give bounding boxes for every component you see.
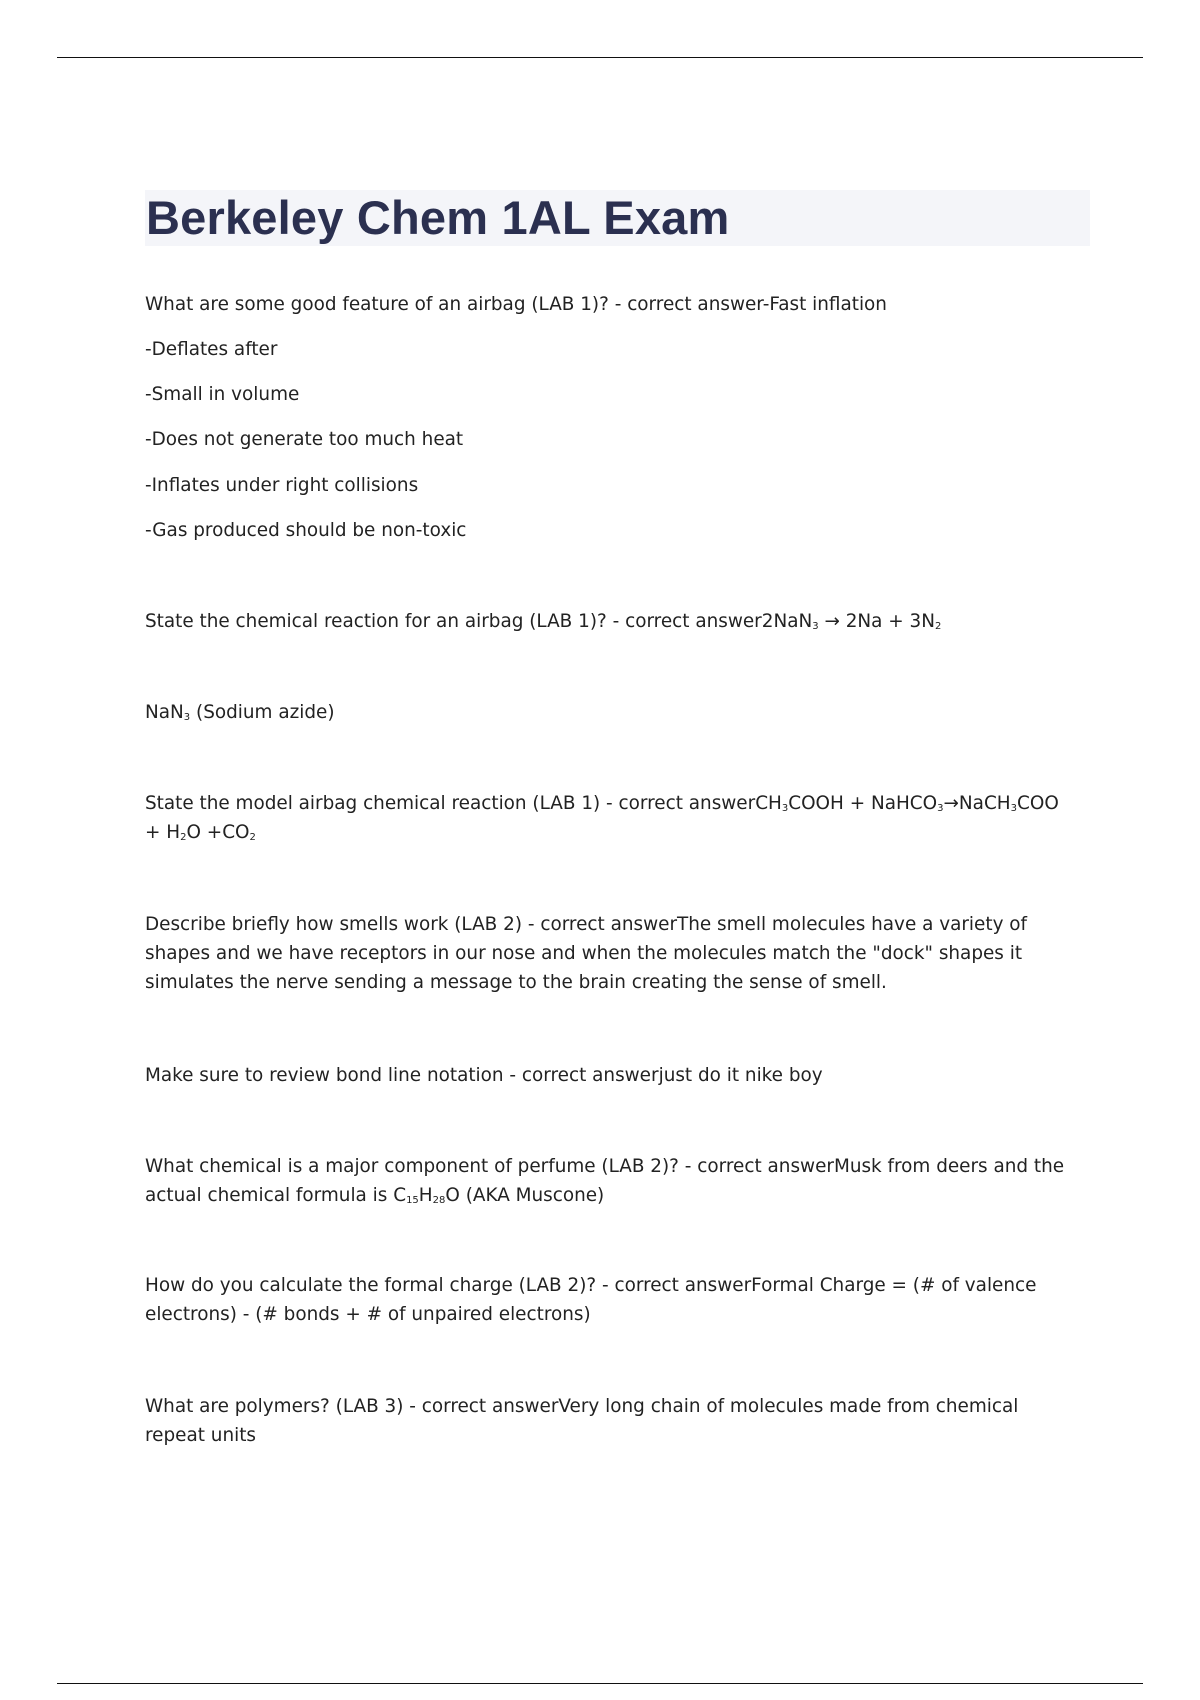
answer-formula: Musk from deers and the actual chemical formula is $C_{15}H_{28}O$ (AKA Muscone) xyxy=(145,1156,1065,1206)
qa-item-polymers xyxy=(145,1392,1070,1450)
answer-text: Very long chain of molecules made from chemical repeat units xyxy=(145,1396,1019,1446)
question-text: What chemical is a major component of perfume (LAB 2)? - correct answer xyxy=(145,1156,834,1177)
answer-formula: $CH_3COOH$ + NaHCO$_3$→NaCH$_3$COO + $H_2O +CO_2$ xyxy=(145,793,1059,843)
qa-item-formal-charge xyxy=(145,1271,1070,1329)
bottom-rule xyxy=(57,1683,1143,1684)
answer-text: Formal Charge = (# of valence electrons) - (# bonds + # of unpaired electrons) xyxy=(145,1275,1037,1325)
answer-formula: $2NaN_3 \to 2Na + 3N_2$ xyxy=(761,611,942,632)
answer-line: -Small in volume xyxy=(145,384,300,405)
question-text: Describe briefly how smells work (LAB 2) - correct answer xyxy=(145,914,677,935)
qa-item-airbag-reaction xyxy=(145,607,1070,636)
qa-item-smells xyxy=(145,910,1070,997)
question-text: State the model airbag chemical reaction (LAB 1) - correct answer xyxy=(145,793,756,814)
top-rule xyxy=(57,57,1143,58)
page-title: Berkeley Chem 1AL Exam xyxy=(145,190,1090,246)
question-text: Make sure to review bond line notation - correct answer xyxy=(145,1065,659,1086)
qa-item-bond-line xyxy=(145,1061,1070,1090)
question-text: How do you calculate the formal charge (LAB 2)? - correct answer xyxy=(145,1275,752,1296)
question-text: What are some good feature of an airbag (LAB 1)? - correct answer xyxy=(145,294,763,315)
qa-item-airbag-features xyxy=(145,290,1070,319)
answer-line: -Does not generate too much heat xyxy=(145,429,464,450)
answer-note: NaN$_3$ (Sodium azide) xyxy=(145,702,335,723)
answer-text: just do it nike boy xyxy=(658,1065,823,1086)
answer-line: -Deflates after xyxy=(145,339,278,360)
answer-line: -Gas produced should be non-toxic xyxy=(145,520,467,541)
question-text: State the chemical reaction for an airbag (LAB 1)? - correct answer xyxy=(145,611,762,632)
answer-text: The smell molecules have a variety of shapes and we have receptors in our nose and when the molecules match the "dock" shapes it simulates the nerve sending a message to the brain creating the sense of smell. xyxy=(145,914,1028,993)
qa-item-model-airbag-reaction xyxy=(145,789,1070,847)
answer-line: -Inflates under right collisions xyxy=(145,475,419,496)
qa-item-perfume xyxy=(145,1152,1070,1210)
answer-text: -Fast inflation xyxy=(762,294,887,315)
question-text: What are polymers? (LAB 3) - correct answer xyxy=(145,1396,559,1417)
